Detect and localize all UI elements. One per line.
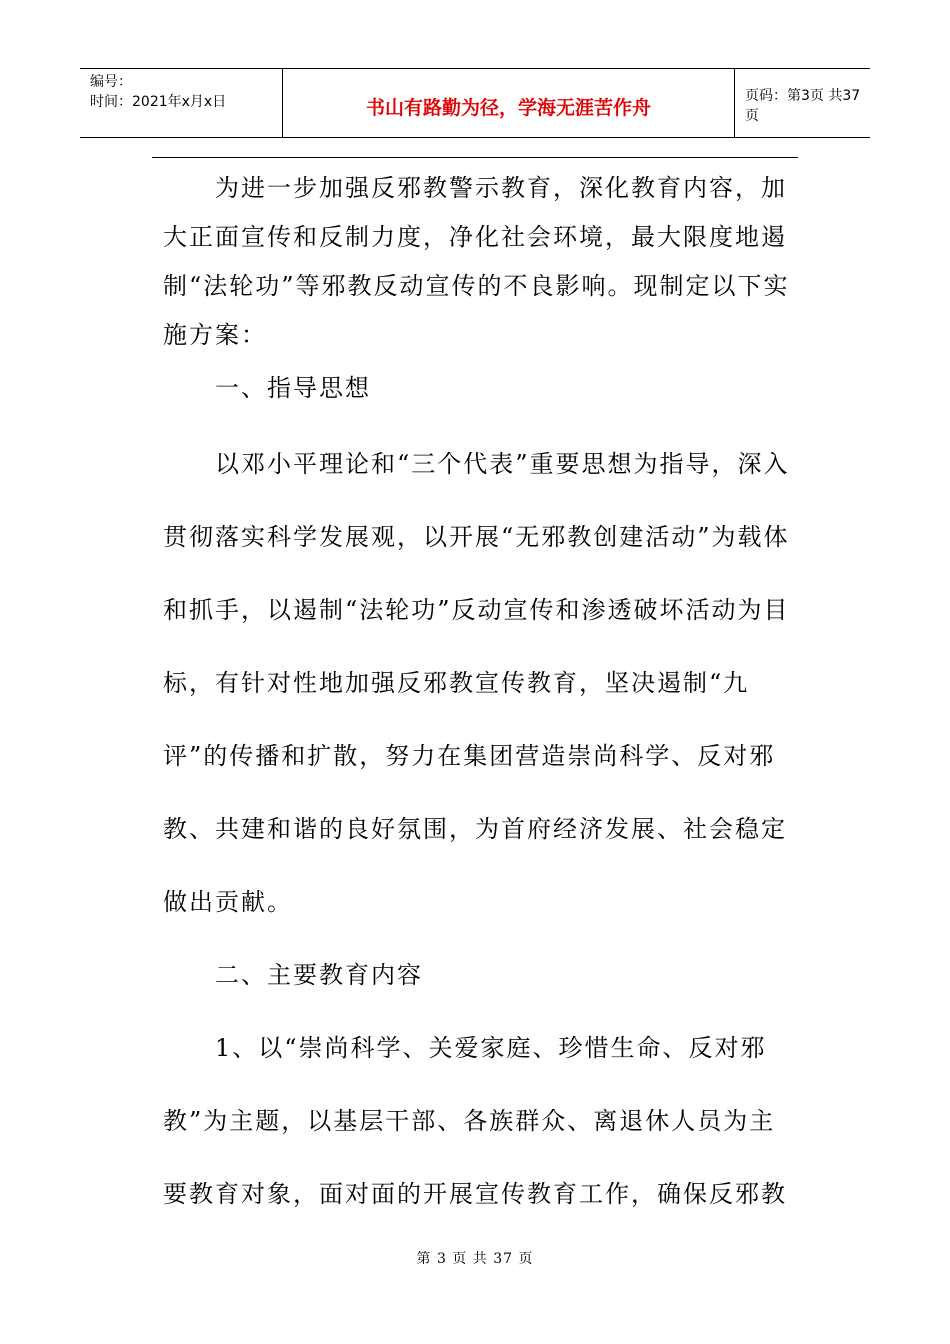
page-footer: 第 3 页 共 37 页	[416, 1251, 534, 1267]
page-header	[80, 68, 870, 138]
document-body	[163, 164, 791, 1231]
document-date-label: 时间：2021年x月x日	[90, 94, 227, 110]
header-page-info: 页码：第3页 共37页	[745, 88, 861, 124]
header-motto: 书山有路勤为径，学海无涯苦作舟	[283, 69, 735, 137]
section2-heading: 二、主要教育内容	[215, 961, 423, 989]
header-divider	[152, 157, 798, 158]
section1-heading: 一、指导思想	[215, 374, 371, 402]
header-meta-cell	[80, 69, 283, 137]
section1-paragraph: 以邓小平理论和“三个代表”重要思想为指导，深入贯彻落实科学发展观，以开展“无邪教创建活动”为载体和抓手，以遏制“法轮功”反动宣传和渗透破坏活动为目标，有针对性地加强反邪教宣传教育，坚决遏制“九评”的传播和扩散，努力在集团营造崇尚科学、反对邪教、共建和谐的良好氛围，为首府经济发展、社会稳定做出贡献。	[163, 450, 790, 916]
section2-item-1: 1、以“崇尚科学、关爱家庭、珍惜生命、反对邪教”为主题，以基层干部、各族群众、离退休人员为主要教育对象，面对面的开展宣传教育工作，确保反邪教	[163, 1034, 787, 1208]
document-number-label: 编号：	[90, 74, 132, 90]
intro-paragraph: 为进一步加强反邪教警示教育，深化教育内容，加大正面宣传和反制力度，净化社会环境，最大限度地遏制“法轮功”等邪教反动宣传的不良影响。现制定以下实施方案：	[163, 174, 790, 349]
